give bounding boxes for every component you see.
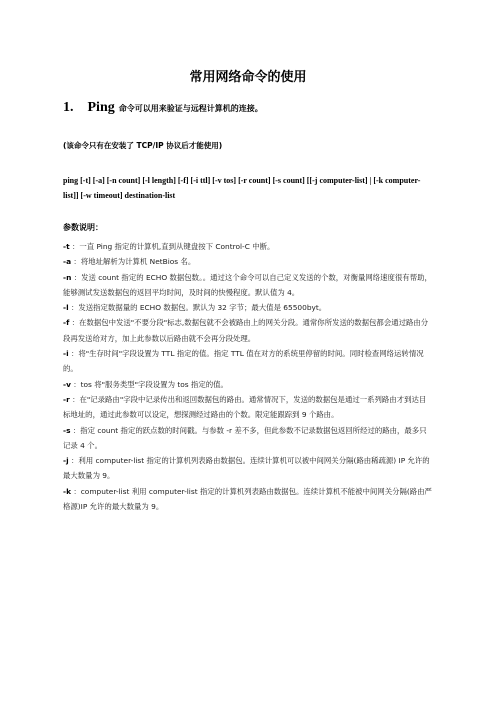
param-flag: -t (63, 242, 70, 251)
param-flag: -j (63, 456, 69, 466)
param-flag: -f (63, 318, 70, 328)
param-flag: -r (63, 394, 70, 404)
param-text: ：将地址解析为计算机 NetBios 名。 (73, 257, 196, 267)
param-item (63, 315, 433, 346)
section-heading (63, 96, 263, 116)
command-syntax: ping [-t] [-a] [-n count] [-l length] [-f] [-i ttl] [-v tos] [-r count] [-s count] [[-j computer-list] | [-k computer-list]] [-w timeout] destination-list (63, 176, 421, 200)
param-text: ：computer-list 利用 computer-list 指定的计算机列表路由数据包。连续计算机不能被中间网关分隔(路由严格源)IP 允许的最大数量为 9。 (63, 486, 432, 512)
param-text: ：利用 computer-list 指定的计算机列表路由数据包。连续计算机可以被中间网关分隔(路由稀疏源) IP 允许的最大数量为 9。 (63, 456, 430, 481)
section-number: 1. (63, 100, 74, 115)
param-text: ：tos 将"服务类型"字段设置为 tos 指定的值。 (73, 379, 228, 389)
param-item (63, 300, 433, 315)
param-flag: -v (63, 379, 71, 389)
param-text: ：在数据包中发送"不要分段"标志,数据包就不会被路由上的网关分段。通常你所发送的数据包都会通过路由分段再发送给对方，加上此参数以后路由就不会再分段处理。 (63, 318, 429, 343)
param-item (63, 254, 433, 269)
param-text: ：指定 count 指定的跃点数的时间戳。与参数 -r 差不多，但此参数不记录数据包返回所经过的路由，最多只记录 4 个。 (63, 425, 427, 450)
install-note: (该命令只有在安装了 TCP/IP 协议后才能使用) (63, 141, 223, 150)
param-flag: -n (63, 272, 72, 282)
param-flag: -k (63, 486, 71, 496)
params-list (63, 239, 433, 514)
param-text: ：在"记录路由"字段中记录传出和返回数据包的路由。通常情况下，发送的数据包是通过一系列路由才到达目标地址的，通过此参数可以设定，想探测经过路由的个数。限定能跟踪到 9 个路由。 (63, 394, 427, 420)
param-flag: -l (63, 303, 69, 313)
param-flag: -s (63, 425, 71, 435)
param-item (63, 484, 433, 515)
param-text: ：发送 count 指定的 ECHO 数据包数。。通过这个命令可以自己定义发送的个数，对衡量网络速度很有帮助，能够测试发送数据包的返回平均时间，及时间的快慢程度。默认值为 4。 (63, 272, 432, 297)
param-text: ：将"生存时间"字段设置为 TTL 指定的值。指定 TTL 值在对方的系统里停留的时间。同时检查网络运转情况的。 (63, 349, 424, 374)
param-item (63, 453, 433, 484)
param-item (63, 270, 433, 301)
section-description: 命令可以用来验证与远程计算机的连接。 (118, 104, 263, 113)
param-item (63, 377, 433, 392)
param-item (63, 239, 433, 254)
param-item (63, 346, 433, 377)
param-item (63, 423, 433, 454)
param-text: ：一直 Ping 指定的计算机,直到从键盘按下 Control-C 中断。 (71, 242, 275, 251)
page-title: 常用网络命令的使用 (189, 70, 307, 85)
param-flag: -a (63, 257, 72, 267)
section-command: Ping (87, 100, 115, 115)
params-title: 参数说明： (63, 223, 103, 232)
param-item (63, 392, 433, 423)
param-text: ：发送指定数据量的 ECHO 数据包。默认为 32 字节；最大值是 65500byt。 (70, 303, 327, 313)
param-flag: -i (63, 349, 69, 359)
